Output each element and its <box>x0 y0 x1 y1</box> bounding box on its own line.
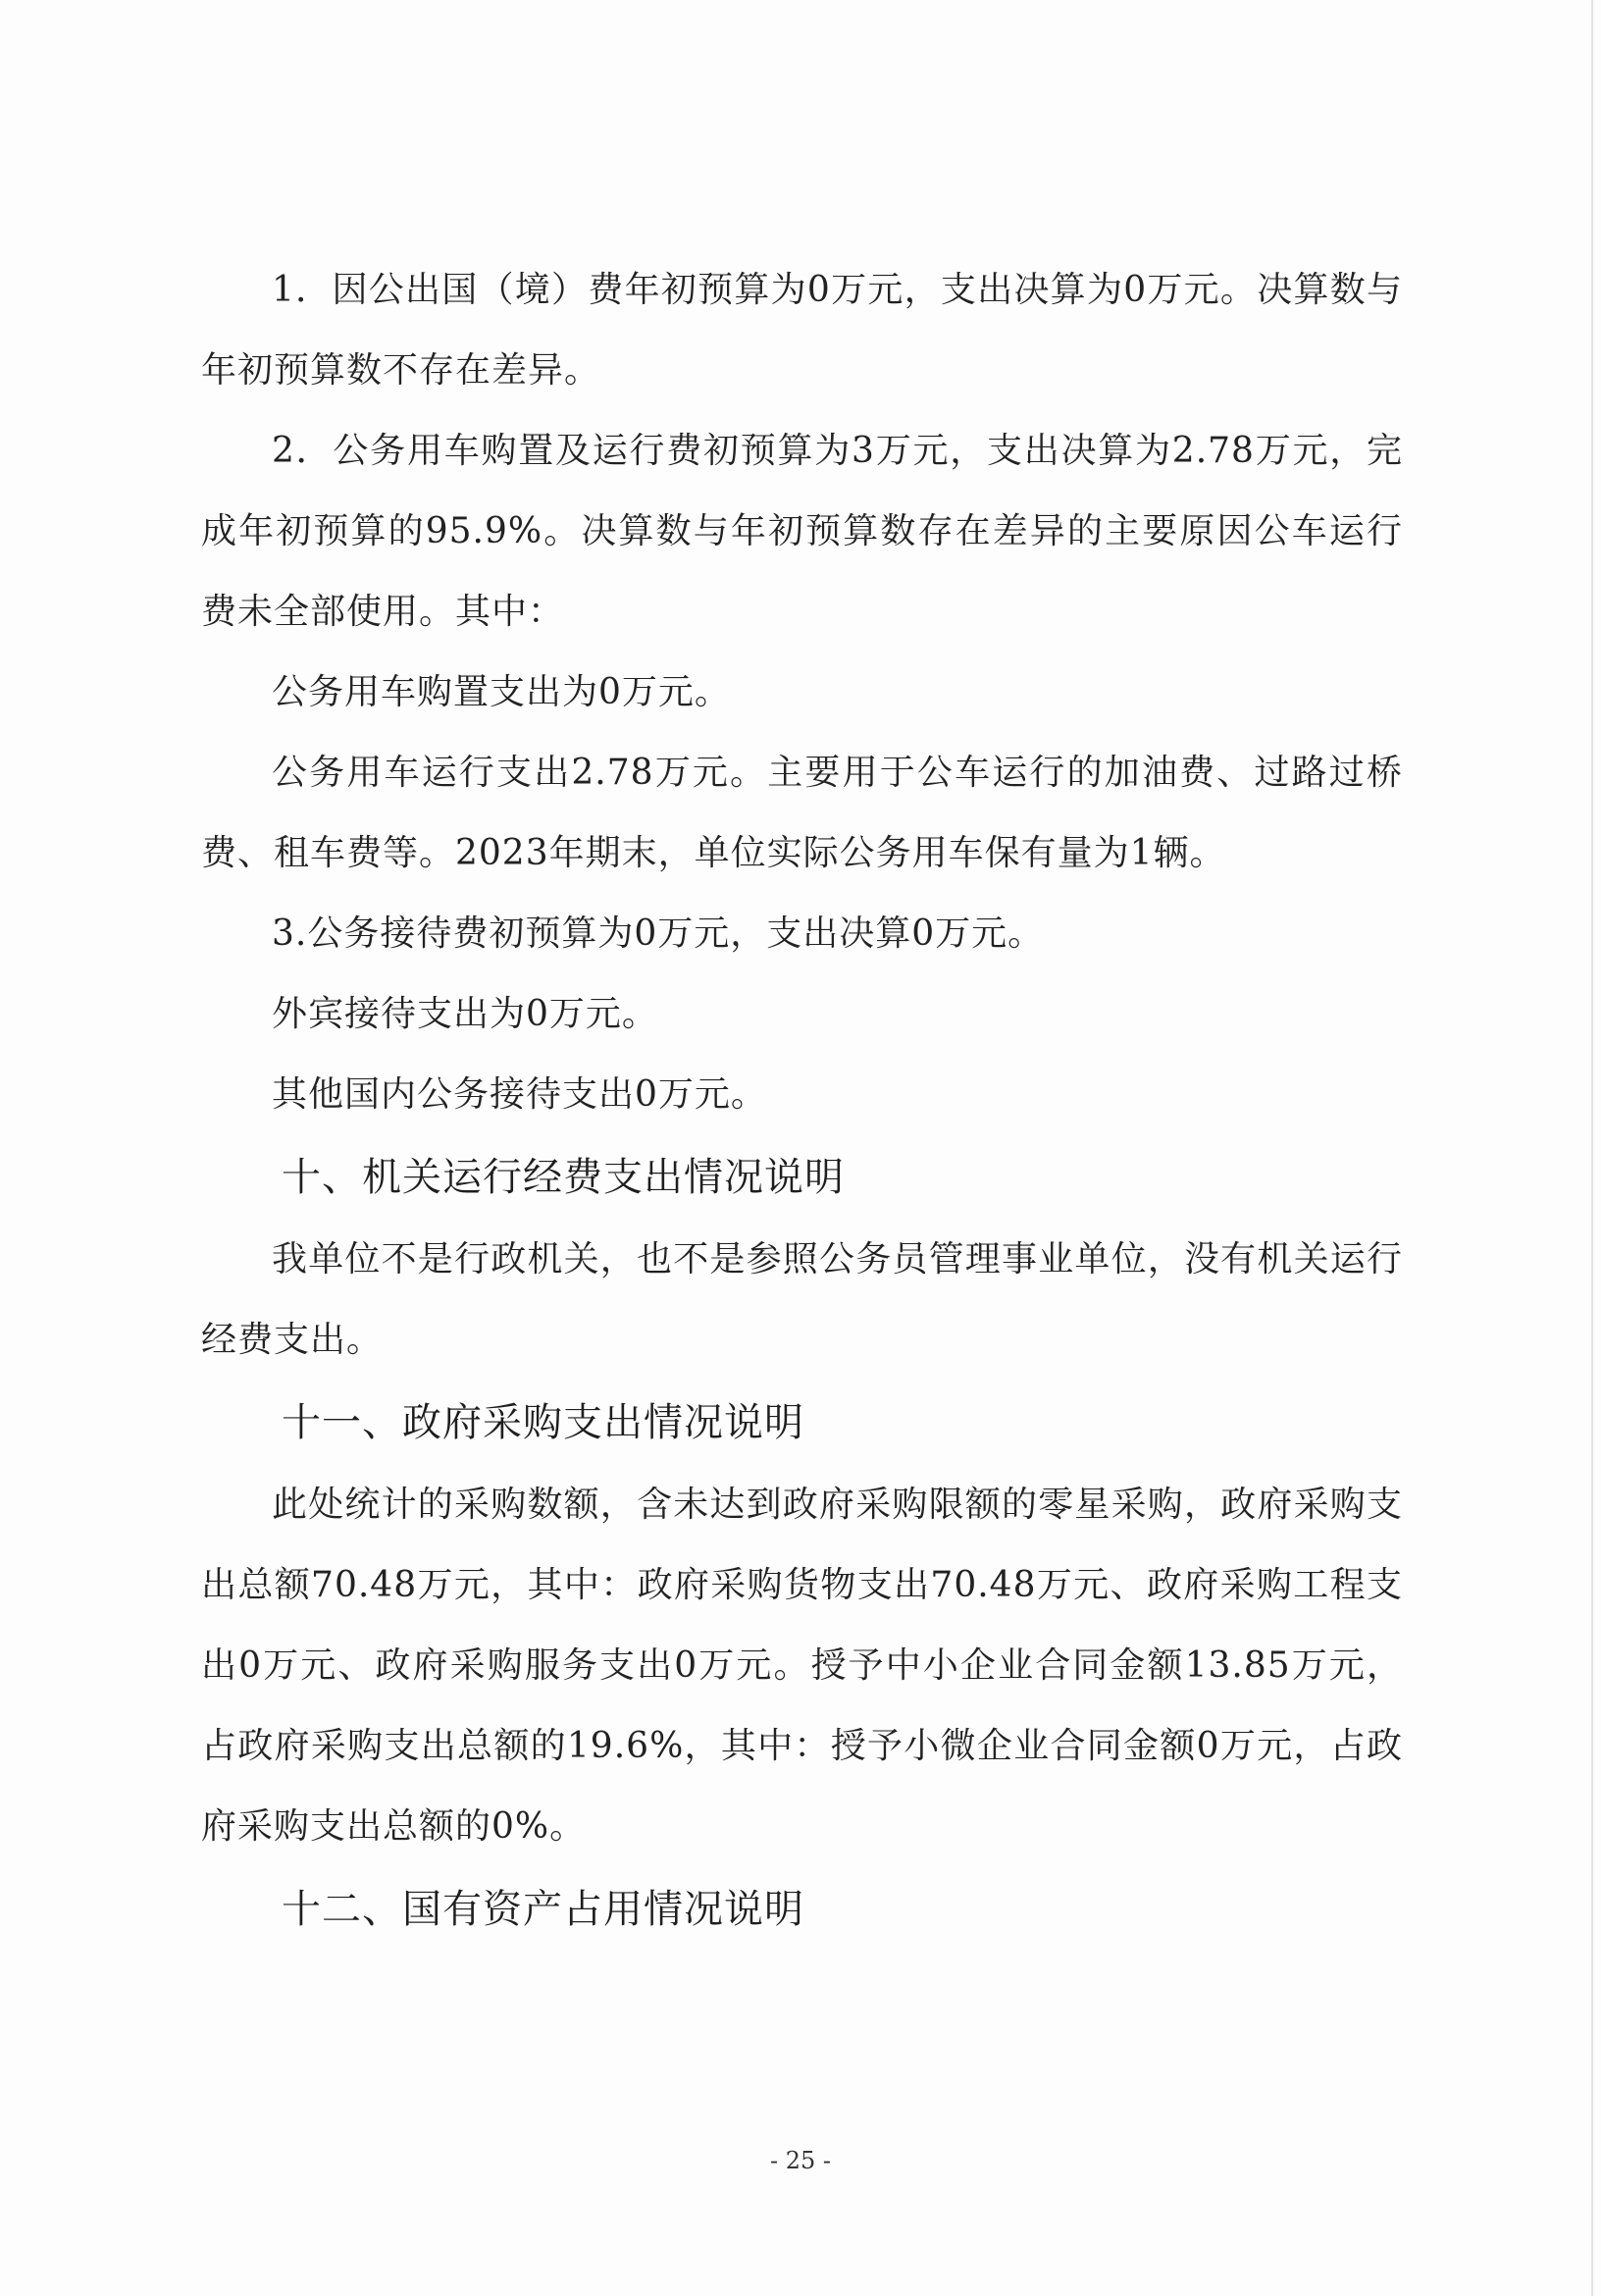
document-body <box>201 250 1403 1952</box>
paragraph-section-11: 此处统计的采购数额，含未达到政府采购限额的零星采购，政府采购支出总额70.48万元，其中：政府采购货物支出70.48万元、政府采购工程支出0万元、政府采购服务支出0万元。授予中小企业合同金额13.85万元，占政府采购支出总额的19.6%，其中：授予小微企业合同金额0万元，占政府采购支出总额的0%。 <box>201 1485 1403 1847</box>
paragraph-travel-abroad: 1．因公出国（境）费年初预算为0万元，支出决算为0万元。决算数与年初预算数不存在差异。 <box>201 270 1403 391</box>
section-heading-11: 十一、政府采购支出情况说明 <box>282 1400 804 1445</box>
section-heading-10: 十、机关运行经费支出情况说明 <box>282 1155 845 1200</box>
section-heading-12: 十二、国有资产占用情况说明 <box>282 1887 804 1932</box>
paragraph-vehicle-operation: 公务用车运行支出2.78万元。主要用于公车运行的加油费、过路过桥费、租车费等。2023年期末，单位实际公务用车保有量为1辆。 <box>201 753 1403 873</box>
paragraph-vehicle-purchase: 公务用车购置支出为0万元。 <box>272 672 731 712</box>
paragraph-section-10: 我单位不是行政机关，也不是参照公务员管理事业单位，没有机关运行经费支出。 <box>201 1239 1403 1360</box>
paragraph-reception-costs: 3.公务接待费初预算为0万元，支出决算0万元。 <box>272 913 1045 954</box>
paragraph-domestic-reception: 其他国内公务接待支出0万元。 <box>272 1074 767 1115</box>
page-number: - 25 - <box>769 2147 831 2174</box>
paragraph-foreign-reception: 外宾接待支出为0万元。 <box>272 994 658 1034</box>
paragraph-vehicle-costs: 2．公务用车购置及运行费初预算为3万元，支出决算为2.78万元，完成年初预算的95.9%。决算数与年初预算数存在差异的主要原因公车运行费未全部使用。其中： <box>201 431 1403 632</box>
scan-edge-line <box>1591 0 1593 2296</box>
